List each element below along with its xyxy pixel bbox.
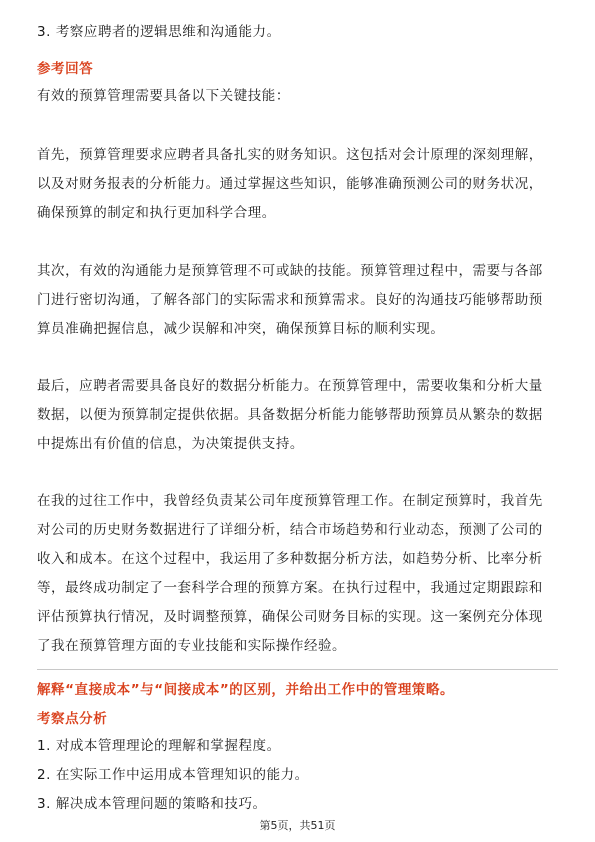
paragraph-line: 了我在预算管理方面的专业技能和实际操作经验。 bbox=[37, 638, 347, 654]
paragraph-line: 对公司的历史财务数据进行了详细分析，结合市场趋势和行业动态，预测了公司的 bbox=[37, 522, 543, 538]
page-footer: 第5页，共51页 bbox=[259, 819, 336, 832]
paragraph-line: 确保预算的制定和执行更加科学合理。 bbox=[37, 205, 276, 221]
paragraph-line: 首先，预算管理要求应聘者具备扎实的财务知识。这包括对会计原理的深刻理解， bbox=[37, 147, 543, 163]
answer-heading: 参考回答 bbox=[37, 61, 94, 77]
paragraph-line: 算员准确把握信息，减少误解和冲突，确保预算目标的顺利实现。 bbox=[37, 321, 445, 337]
paragraph-line: 最后，应聘者需要具备良好的数据分析能力。在预算管理中，需要收集和分析大量 bbox=[37, 378, 543, 394]
list-item: 3. 解决成本管理问题的策略和技巧。 bbox=[37, 796, 267, 812]
paragraph-line: 以及对财务报表的分析能力。通过掌握这些知识，能够准确预测公司的财务状况， bbox=[37, 176, 543, 192]
section-divider bbox=[37, 669, 558, 670]
paragraph-line: 门进行密切沟通，了解各部门的实际需求和预算需求。良好的沟通技巧能够帮助预 bbox=[37, 292, 543, 308]
question-title: 解释“直接成本”与“间接成本”的区别，并给出工作中的管理策略。 bbox=[37, 682, 455, 698]
paragraph-line: 在我的过往工作中，我曾经负责某公司年度预算管理工作。在制定预算时，我首先 bbox=[37, 493, 543, 509]
paragraph-line: 评估预算执行情况，及时调整预算，确保公司财务目标的实现。这一案例充分体现 bbox=[37, 609, 543, 625]
paragraph-line: 数据，以便为预算制定提供依据。具备数据分析能力能够帮助预算员从繁杂的数据 bbox=[37, 407, 543, 423]
list-item: 1. 对成本管理理论的理解和掌握程度。 bbox=[37, 738, 281, 754]
paragraph-line: 等，最终成功制定了一套科学合理的预算方案。在执行过程中，我通过定期跟踪和 bbox=[37, 580, 543, 596]
paragraph-line: 收入和成本。在这个过程中，我运用了多种数据分析方法，如趋势分析、比率分析 bbox=[37, 551, 543, 567]
list-item: 2. 在实际工作中运用成本管理知识的能力。 bbox=[37, 767, 309, 783]
paragraph-line: 其次，有效的沟通能力是预算管理不可或缺的技能。预算管理过程中，需要与各部 bbox=[37, 263, 543, 279]
paragraph-line: 中提炼出有价值的信息，为决策提供支持。 bbox=[37, 436, 304, 452]
top-item: 3. 考察应聘者的逻辑思维和沟通能力。 bbox=[37, 24, 281, 40]
answer-intro: 有效的预算管理需要具备以下关键技能： bbox=[37, 88, 290, 104]
analysis-heading: 考察点分析 bbox=[37, 711, 108, 727]
